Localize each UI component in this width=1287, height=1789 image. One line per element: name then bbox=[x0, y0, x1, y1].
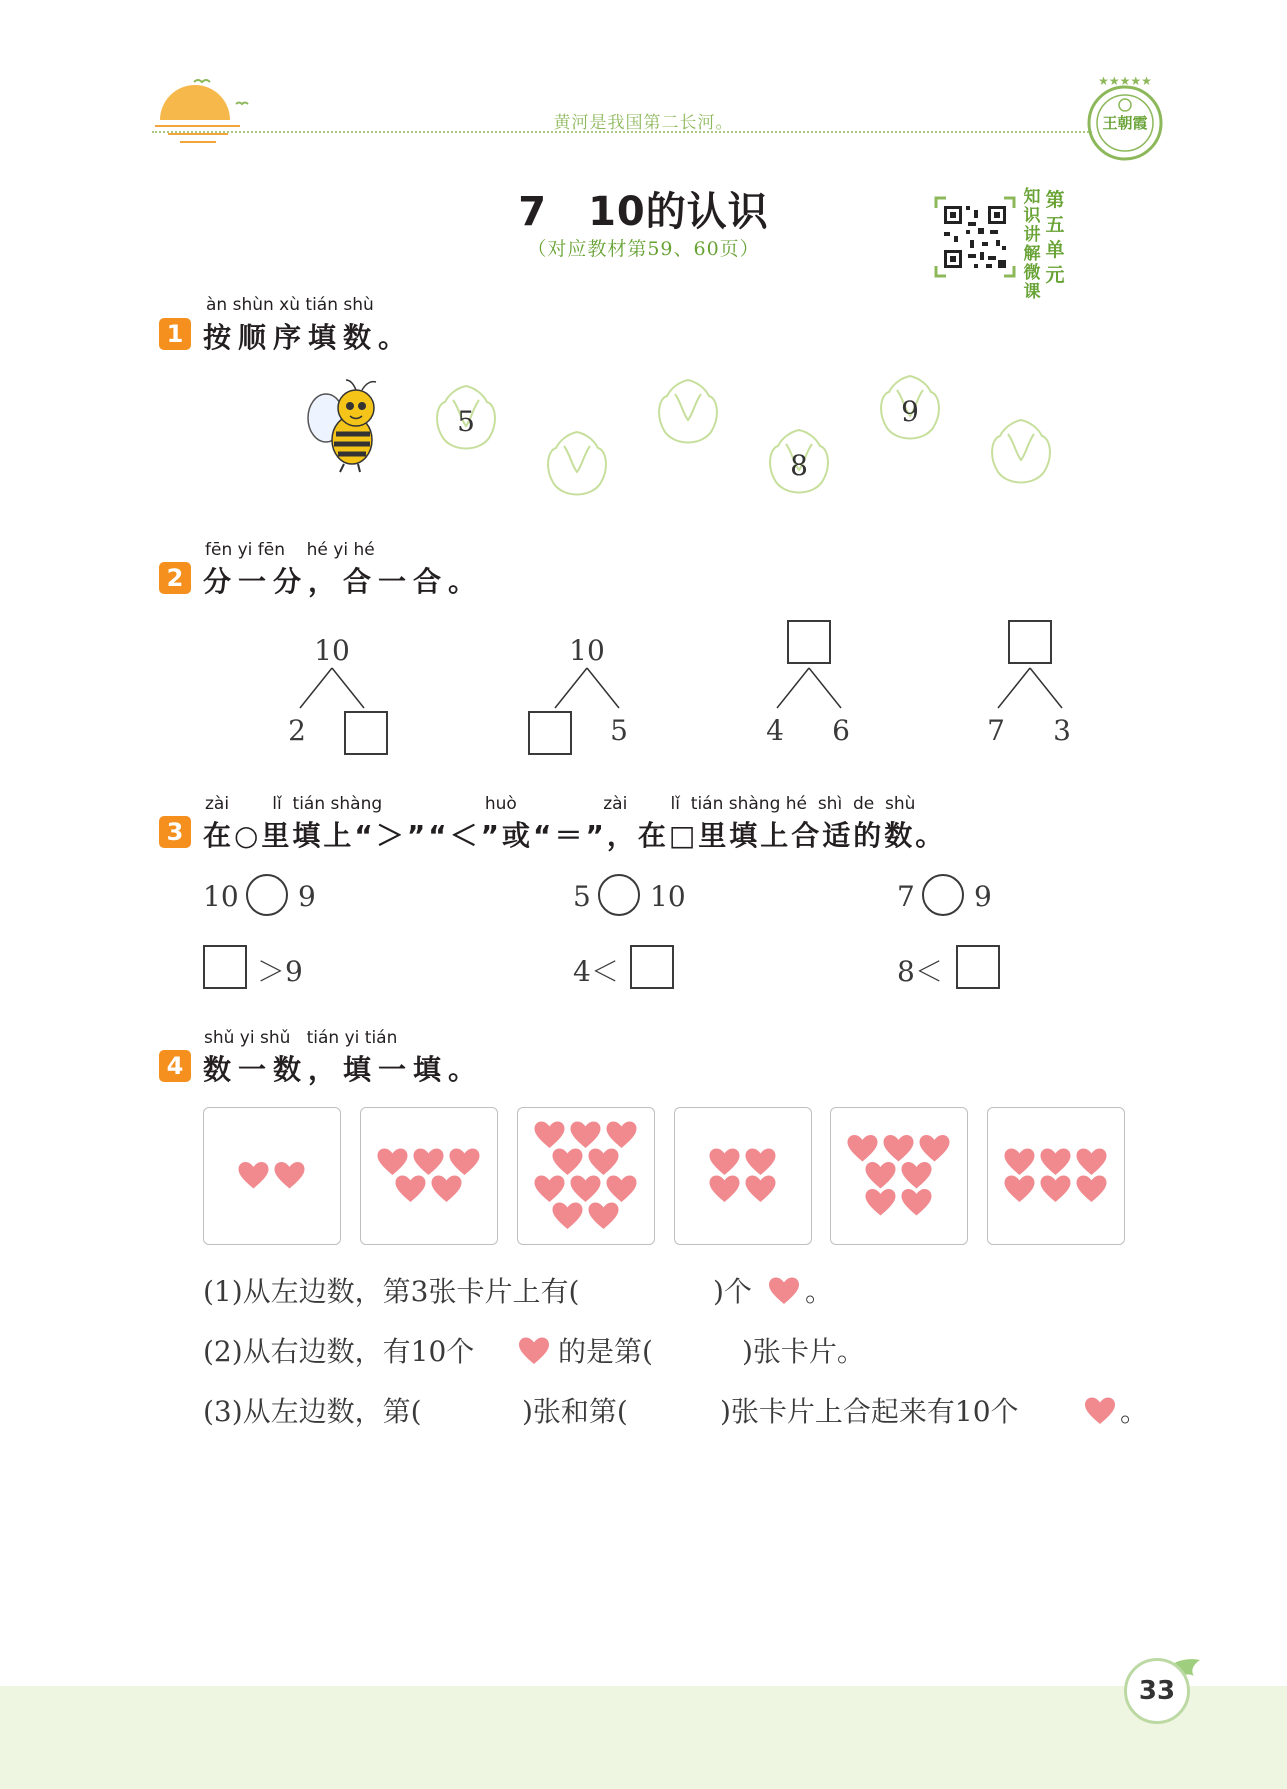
q4-s3-blank-1[interactable] bbox=[452, 1392, 522, 1426]
tree4-branches bbox=[990, 666, 1070, 710]
cmp2-a: 5 bbox=[573, 880, 591, 913]
heart-icon bbox=[1041, 1149, 1071, 1176]
heart-icon bbox=[866, 1162, 896, 1189]
cmp3-a: 7 bbox=[897, 880, 915, 913]
heart-card-4-hearts bbox=[675, 1108, 810, 1243]
q2-instruction: 分一分，合一合。 bbox=[203, 565, 484, 598]
heart-card-1 bbox=[203, 1107, 341, 1245]
heart-icon bbox=[1005, 1176, 1035, 1203]
cmp2-circle[interactable] bbox=[598, 874, 640, 916]
q4-s1-blank[interactable] bbox=[644, 1272, 714, 1306]
lotus-bud-3[interactable] bbox=[653, 378, 723, 450]
q4-s1-part-a: (1)从左边数，第3张卡片上有( bbox=[203, 1275, 580, 1308]
heart-icon bbox=[275, 1162, 305, 1189]
heart-icon bbox=[414, 1149, 444, 1176]
heart-card-3-hearts bbox=[518, 1108, 653, 1243]
tree4-top-box[interactable] bbox=[1008, 620, 1052, 664]
fill1-text: ＞9 bbox=[257, 955, 303, 988]
q4-s1-part-c: 。 bbox=[805, 1275, 834, 1308]
heart-icon bbox=[884, 1135, 914, 1162]
q1-instruction: 按顺序填数。 bbox=[203, 321, 414, 354]
footer-band bbox=[0, 1686, 1287, 1789]
heart-icon bbox=[378, 1149, 408, 1176]
heart-icon bbox=[432, 1176, 462, 1203]
q4-s2-blank[interactable] bbox=[672, 1332, 742, 1366]
heart-icon bbox=[571, 1122, 601, 1149]
tree4-left: 7 bbox=[987, 714, 1005, 747]
tree2-branches bbox=[547, 666, 627, 710]
header-motto: 黄河是我国第二长河。 bbox=[553, 113, 734, 133]
q4-s3-part-a: (3)从左边数，第( bbox=[203, 1395, 422, 1428]
heart-card-2 bbox=[360, 1107, 498, 1245]
q4-s3-blank-2[interactable] bbox=[652, 1392, 722, 1426]
lesson-title: 7 10的认识 bbox=[518, 189, 769, 235]
heart-icon bbox=[535, 1176, 565, 1203]
heart-icon bbox=[1084, 1396, 1116, 1426]
tree4-right: 3 bbox=[1053, 714, 1071, 747]
cmp3-b: 9 bbox=[974, 880, 992, 913]
heart-card-6 bbox=[987, 1107, 1125, 1245]
heart-card-5 bbox=[830, 1107, 968, 1245]
heart-icon bbox=[553, 1203, 583, 1230]
q4-s3-part-c: )张卡片上合起来有10个 bbox=[720, 1395, 1019, 1428]
heart-icon bbox=[866, 1189, 896, 1216]
q4-s2-part-c: )张卡片。 bbox=[742, 1335, 865, 1368]
tree1-top: 10 bbox=[314, 634, 350, 667]
tree2-left-box[interactable] bbox=[528, 711, 572, 755]
lotus-number-5: 9 bbox=[901, 395, 919, 428]
fill2-box[interactable] bbox=[630, 945, 674, 989]
tree3-branches bbox=[769, 666, 849, 710]
heart-icon bbox=[450, 1149, 480, 1176]
heart-icon bbox=[607, 1176, 637, 1203]
lotus-number-4: 8 bbox=[790, 449, 808, 482]
lotus-bud-6[interactable] bbox=[986, 418, 1056, 490]
q4-s3-part-b: )张和第( bbox=[522, 1395, 628, 1428]
q3-number-badge: 3 bbox=[159, 816, 191, 848]
heart-card-2-hearts bbox=[361, 1108, 496, 1243]
fill3-text: 8＜ bbox=[897, 955, 943, 988]
heart-icon bbox=[518, 1336, 550, 1366]
heart-icon bbox=[239, 1162, 269, 1189]
tree1-branches bbox=[292, 666, 372, 710]
qr-label-unit: 第五单元 bbox=[1045, 189, 1065, 286]
heart-icon bbox=[589, 1149, 619, 1176]
heart-icon bbox=[848, 1135, 878, 1162]
cmp2-b: 10 bbox=[650, 880, 686, 913]
q3-pinyin: zài lǐ tián shàng huò zài lǐ tián shàng hé shì de shù bbox=[205, 794, 916, 814]
heart-icon bbox=[710, 1176, 740, 1203]
heart-icon bbox=[1077, 1176, 1107, 1203]
svg-text:王朝霞: 王朝霞 bbox=[1102, 114, 1148, 132]
page-number: 33 bbox=[1124, 1658, 1190, 1724]
lotus-number-1: 5 bbox=[457, 405, 475, 438]
heart-icon bbox=[1077, 1149, 1107, 1176]
q2-number-badge: 2 bbox=[159, 562, 191, 594]
heart-icon bbox=[920, 1135, 950, 1162]
heart-icon bbox=[1005, 1149, 1035, 1176]
tree2-top: 10 bbox=[569, 634, 605, 667]
tree1-right-box[interactable] bbox=[344, 711, 388, 755]
heart-icon bbox=[607, 1122, 637, 1149]
q3-instruction: 在○里填上“＞”“＜”或“＝”，在□里填上合适的数。 bbox=[203, 819, 947, 852]
cmp3-circle[interactable] bbox=[922, 874, 964, 916]
cmp1-circle[interactable] bbox=[246, 874, 288, 916]
bee-illustration bbox=[300, 378, 392, 478]
fill1-box[interactable] bbox=[203, 945, 247, 989]
fill2-text: 4＜ bbox=[573, 955, 619, 988]
heart-icon bbox=[746, 1176, 776, 1203]
tree3-left: 4 bbox=[766, 714, 784, 747]
tree3-top-box[interactable] bbox=[787, 620, 831, 664]
q4-s1-part-b: )个 bbox=[713, 1275, 752, 1308]
tree1-left: 2 bbox=[288, 714, 306, 747]
lotus-bud-2[interactable] bbox=[542, 430, 612, 502]
fill3-box[interactable] bbox=[956, 945, 1000, 989]
q1-pinyin: àn shùn xù tián shù bbox=[206, 295, 374, 315]
heart-card-3 bbox=[517, 1107, 655, 1245]
lesson-subtitle: （对应教材第59、60页） bbox=[527, 238, 760, 260]
heart-icon bbox=[746, 1149, 776, 1176]
heart-icon bbox=[902, 1162, 932, 1189]
q4-s3-part-d: 。 bbox=[1120, 1395, 1149, 1428]
heart-icon bbox=[589, 1203, 619, 1230]
heart-icon bbox=[535, 1122, 565, 1149]
heart-icon bbox=[396, 1176, 426, 1203]
heart-card-5-hearts bbox=[831, 1108, 966, 1243]
cmp1-a: 10 bbox=[203, 880, 239, 913]
q4-s2-part-b: 的是第( bbox=[558, 1335, 653, 1368]
q4-pinyin: shǔ yi shǔ tián yi tián bbox=[204, 1028, 398, 1048]
qr-code-icon[interactable] bbox=[934, 196, 1016, 278]
heart-icon bbox=[902, 1189, 932, 1216]
heart-card-4 bbox=[674, 1107, 812, 1245]
heart-icon bbox=[553, 1149, 583, 1176]
tree3-right: 6 bbox=[832, 714, 850, 747]
qr-label-microlesson: 知识讲解微课 bbox=[1023, 187, 1041, 302]
brand-badge-logo bbox=[1080, 75, 1170, 167]
q1-number-badge: 1 bbox=[159, 318, 191, 350]
heart-icon bbox=[710, 1149, 740, 1176]
heart-card-6-hearts bbox=[988, 1108, 1123, 1243]
svg-text:★★★★★: ★★★★★ bbox=[1098, 75, 1152, 88]
q4-number-badge: 4 bbox=[159, 1050, 191, 1082]
q2-pinyin: fēn yi fēn hé yi hé bbox=[205, 540, 375, 560]
tree2-right: 5 bbox=[610, 714, 628, 747]
heart-icon bbox=[768, 1276, 800, 1306]
q4-instruction: 数一数，填一填。 bbox=[203, 1053, 484, 1086]
heart-icon bbox=[1041, 1176, 1071, 1203]
heart-icon bbox=[571, 1176, 601, 1203]
heart-card-1-hearts bbox=[204, 1108, 339, 1243]
cmp1-b: 9 bbox=[298, 880, 316, 913]
q4-s2-part-a: (2)从右边数，有10个 bbox=[203, 1335, 475, 1368]
